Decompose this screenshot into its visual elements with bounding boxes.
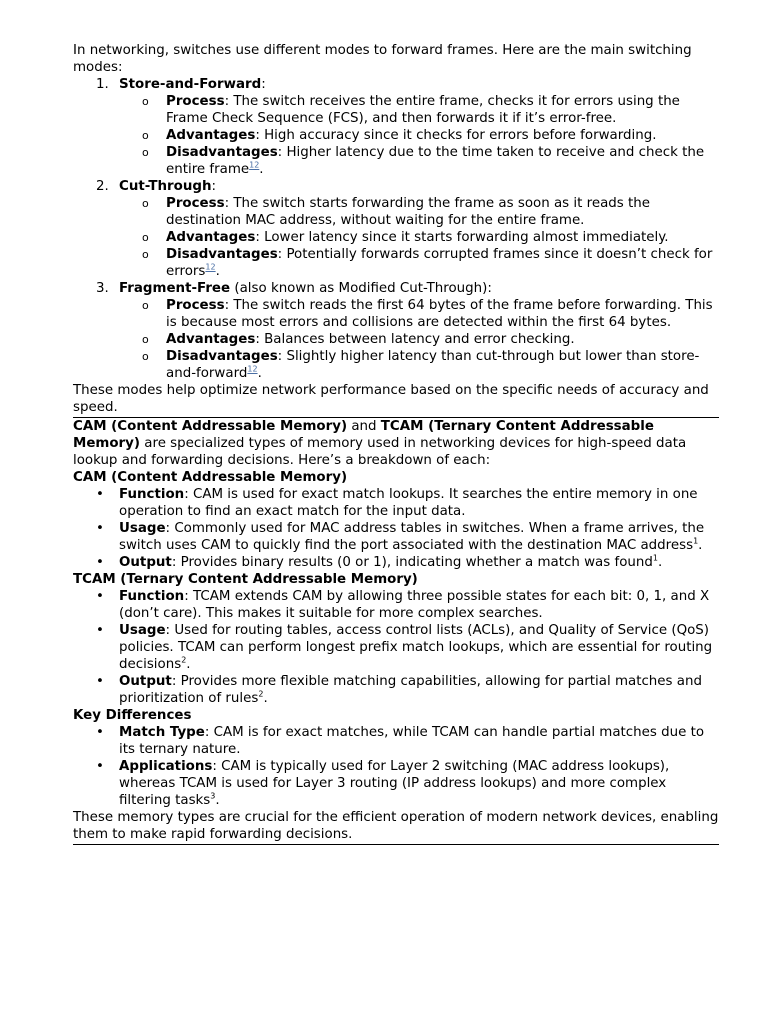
citation-marker: 1 <box>652 553 658 563</box>
list-item: o Process: The switch receives the entire frame, checks it for errors using the Frame Check Sequence (FCS), and then forwards it if it’s error-free. <box>142 94 680 126</box>
list-item: • Function: TCAM extends CAM by allowing three possible states for each bit: 0, 1, and X (don’t care). This makes it suitable for more complex searches. <box>96 589 710 621</box>
footnote-link[interactable]: 12 <box>205 262 216 272</box>
cam-heading: CAM (Content Addressable Memory) <box>73 470 348 485</box>
bullet-icon: • <box>96 555 104 570</box>
list-item: • Usage: Commonly used for MAC address tables in switches. When a frame arrives, the switch uses CAM to quickly find the port associated with the destination MAC address$^1$. <box>96 521 705 553</box>
list-item: • Function: CAM is used for exact match lookups. It searches the entire memory in one operation to find an exact match for the input data. <box>96 487 698 519</box>
mode-fragment-free: 3. Fragment-Free (also known as Modified Cut-Through): o Process: The switch reads the first 64 bytes of the frame before forwarding. This is because most errors and collisions are detected within the first 64 bytes. o Advantages: Balances between latency and error checking. o Disadvantages: Slightly higher latency than cut-through but lower than store-and-forward$^{12}$. <box>73 280 719 382</box>
mode-details <box>119 93 719 178</box>
circle-bullet-icon: o <box>142 129 149 142</box>
list-number: 3. <box>96 281 109 296</box>
citation-marker: 1 <box>693 536 699 546</box>
mode-title: Cut-Through <box>119 179 212 194</box>
differences-list <box>73 724 719 809</box>
mode-details <box>119 297 719 382</box>
bullet-icon: • <box>96 487 104 502</box>
list-item: • Match Type: CAM is for exact matches, while TCAM can handle partial matches due to its ternary nature. <box>96 725 705 757</box>
bullet-icon: • <box>96 623 104 638</box>
list-item: • Usage: Used for routing tables, access control lists (ACLs), and Quality of Service (QoS) policies. TCAM can perform longest prefix match lookups, which are essential for routing decisions$^2$. <box>96 623 713 672</box>
list-number: 1. <box>96 77 109 92</box>
mode-cut-through: 2. Cut-Through: o Process: The switch starts forwarding the frame as soon as it reads the destination MAC address, without waiting for the entire frame. o Advantages: Lower latency since it starts forwarding almost immediately. o Disadvantages: Potentially forwards corrupted frames since it doesn’t check for errors$^{12}$. <box>73 178 719 280</box>
modes-outro-paragraph: These modes help optimize network performance based on the specific needs of accuracy and speed. <box>73 383 709 415</box>
tcam-list <box>73 588 719 707</box>
list-item: • Output: Provides binary results (0 or 1), indicating whether a match was found$^1$. <box>96 553 663 570</box>
cam-intro-paragraph: CAM (Content Addressable Memory) and TCAM (Ternary Content Addressable Memory) are specialized types of memory used in networking devices for high-speed data lookup and forwarding decisions. Here’s a breakdown of each: <box>73 419 687 468</box>
bullet-icon: • <box>96 674 104 689</box>
circle-bullet-icon: o <box>142 231 149 244</box>
tcam-heading: TCAM (Ternary Content Addressable Memory) <box>73 572 418 587</box>
list-item: o Disadvantages: Potentially forwards corrupted frames since it doesn’t check for errors$^{12}$. <box>142 247 713 279</box>
bullet-icon: • <box>96 759 104 774</box>
bullet-icon: • <box>96 521 104 536</box>
list-item: • Applications: CAM is typically used for Layer 2 switching (MAC address lookups), whereas TCAM is used for Layer 3 routing (IP address lookups) and more complex filtering tasks$^3$. <box>96 759 670 808</box>
switching-modes-list <box>73 76 719 382</box>
document-page <box>73 42 719 845</box>
mode-details <box>119 195 719 280</box>
list-item: o Disadvantages: Higher latency due to the time taken to receive and check the entire frame$^{12}$. <box>142 145 705 177</box>
citation-marker: 2 <box>258 689 264 699</box>
list-item: o Advantages: High accuracy since it checks for errors before forwarding. <box>142 128 657 143</box>
list-item: o Advantages: Balances between latency and error checking. <box>142 332 575 347</box>
circle-bullet-icon: o <box>142 299 149 312</box>
mode-store-and-forward: 1. Store-and-Forward: o Process: The switch receives the entire frame, checks it for errors using the Frame Check Sequence (FCS), and then forwards it if it’s error-free. o Advantages: High accuracy since it checks for errors before forwarding. o Disadvantages: Higher latency due to the time taken to receive and check the entire frame$^{12}$. <box>73 76 719 178</box>
mode-title: Store-and-Forward <box>119 77 262 92</box>
circle-bullet-icon: o <box>142 95 149 108</box>
footnote-link[interactable]: 12 <box>247 364 258 374</box>
circle-bullet-icon: o <box>142 248 149 261</box>
section-divider <box>73 844 719 845</box>
cam-list <box>73 486 719 571</box>
differences-heading: Key Differences <box>73 708 192 723</box>
circle-bullet-icon: o <box>142 197 149 210</box>
intro-paragraph: In networking, switches use different modes to forward frames. Here are the main switching modes: <box>73 43 692 75</box>
list-item: o Process: The switch starts forwarding the frame as soon as it reads the destination MAC address, without waiting for the entire frame. <box>142 196 651 228</box>
circle-bullet-icon: o <box>142 146 149 159</box>
bullet-icon: • <box>96 725 104 740</box>
outro-paragraph: These memory types are crucial for the efficient operation of modern network devices, enabling them to make rapid forwarding decisions. <box>73 810 719 842</box>
footnote-link[interactable]: 12 <box>249 160 260 170</box>
citation-marker: 2 <box>181 655 187 665</box>
list-number: 2. <box>96 179 109 194</box>
list-item: o Advantages: Lower latency since it starts forwarding almost immediately. <box>142 230 669 245</box>
list-item: o Disadvantages: Slightly higher latency than cut-through but lower than store-and-forward$^{12}$. <box>142 349 700 381</box>
circle-bullet-icon: o <box>142 333 149 346</box>
citation-marker: 3 <box>210 791 216 801</box>
mode-title: Fragment-Free <box>119 281 231 296</box>
list-item: • Output: Provides more flexible matching capabilities, allowing for partial matches and prioritization of rules$^2$. <box>96 674 702 706</box>
bullet-icon: • <box>96 589 104 604</box>
list-item: o Process: The switch reads the first 64 bytes of the frame before forwarding. This is because most errors and collisions are detected within the first 64 bytes. <box>142 298 713 330</box>
circle-bullet-icon: o <box>142 350 149 363</box>
